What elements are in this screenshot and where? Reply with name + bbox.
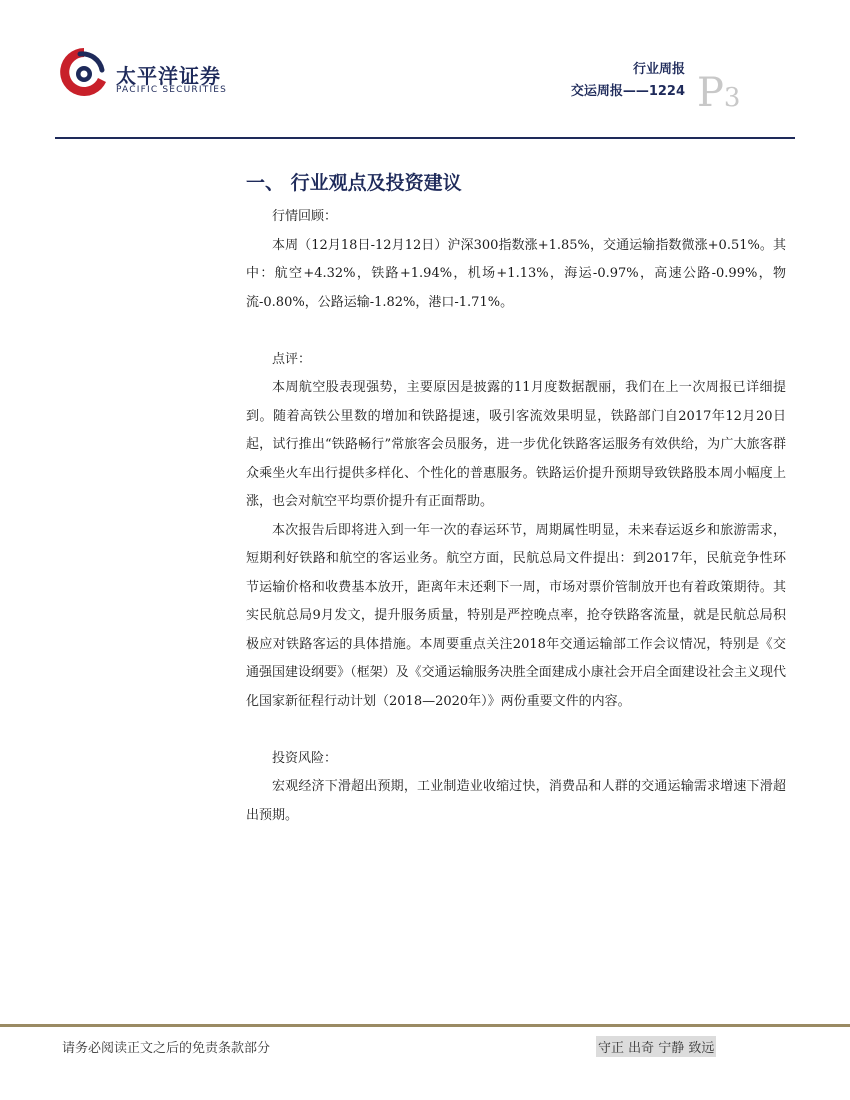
- brand-name-en: PACIFIC SECURITIES: [116, 85, 228, 95]
- page-number: [697, 70, 740, 116]
- report-title: 交运周报——1224: [570, 84, 685, 99]
- page-digit: 3: [723, 83, 741, 113]
- market-review-label: 行情回顾：: [272, 209, 338, 224]
- footer-divider: [0, 1024, 850, 1027]
- risk-paragraph: 宏观经济下滑超出预期，工业制造业收缩过快，消费品和人群的交通运输需求增速下滑超出预期。: [246, 779, 786, 823]
- comment-paragraph: 本周航空股表现强势，主要原因是披露的11月度数据靓丽，我们在上一次周报已详细提到。随着高铁公里数的增加和铁路提速，吸引客流效果明显，铁路部门自2017年12月20日起，试行推出“铁路畅行”常旅客会员服务，进一步优化铁路客运服务有效供给，为广大旅客群众乘坐火车出行提供多样化、个性化的普惠服务。铁路运价提升预期导致铁路股本周小幅度上涨，也会对航空平均票价提升有正面帮助。: [246, 380, 786, 509]
- header-divider: [55, 137, 795, 139]
- report-type: 行业周报: [632, 62, 685, 77]
- pacific-securities-logo-icon: [58, 44, 110, 102]
- report-body: [246, 203, 786, 830]
- brand-name-cn: 太平洋证券: [116, 64, 221, 88]
- risk-label: 投资风险：: [272, 750, 338, 766]
- comment-paragraph: 本次报告后即将进入到一年一次的春运环节，周期属性明显，未来春运返乡和旅游需求，短期利好铁路和航空的客运业务。航空方面，民航总局文件提出：到2017年，民航竞争性环节运输价格和收费基本放开，距离年末还剩下一周，市场对票价管制放开也有着政策期待。其实民航总局9月发文，提升服务质量，特别是严控晚点率，抢夺铁路客流量，就是民航总局积极应对铁路客运的具体措施。本周要重点关注2018年交通运输部工作会议情况，特别是《交通强国建设纲要》（框架）及《交通运输服务决胜全面建成小康社会开启全面建设社会主义现代化国家新征程行动计划（2018—2020年）》两份重要文件的内容。: [246, 522, 786, 709]
- disclaimer-note: 请务必阅读正文之后的免责条款部分: [62, 1041, 271, 1056]
- company-logo: [58, 44, 248, 104]
- comment-label: 点评：: [272, 351, 312, 367]
- market-review-paragraph: 本周（12月18日-12月12日）沪深300指数涨+1.85%，交通运输指数微涨+0.51%。其中：航空+4.32%，铁路+1.94%，机场+1.13%，海运-0.97%，高速公路-0.99%，物流-0.80%，公路运输-1.82%，港口-1.71%。: [246, 237, 786, 310]
- page-letter: P: [697, 70, 724, 116]
- section-title: 一、 行业观点及投资建议: [246, 172, 462, 194]
- company-motto: 守正 出奇 宁静 致远: [596, 1036, 716, 1057]
